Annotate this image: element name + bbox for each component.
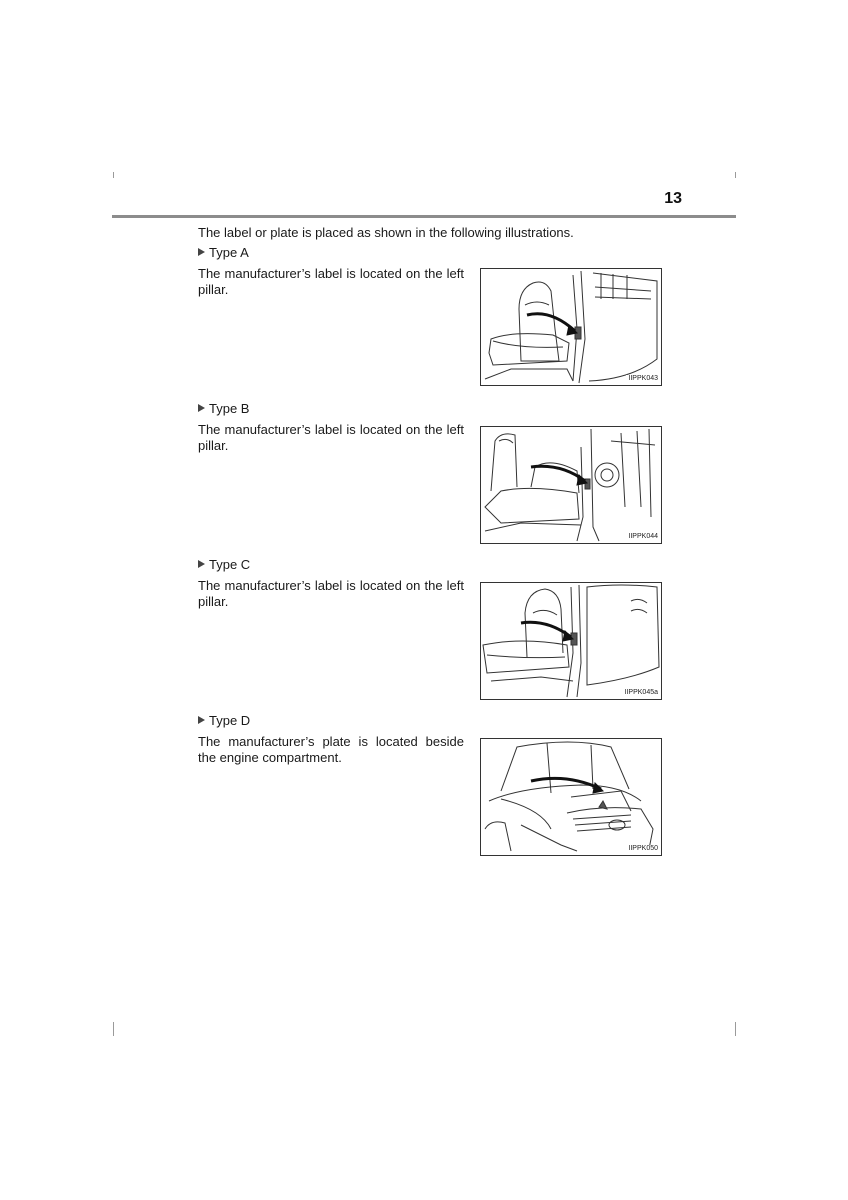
type-b-heading — [198, 401, 249, 417]
type-a-figure-code: IIPPK043 — [628, 375, 658, 382]
crop-mark-bottom-right — [735, 1022, 736, 1036]
crop-mark-top-left — [113, 172, 114, 178]
triangle-bullet-icon — [198, 404, 205, 412]
triangle-bullet-icon — [198, 248, 205, 256]
type-c-heading — [198, 557, 250, 573]
crop-mark-bottom-left — [113, 1022, 114, 1036]
crop-mark-top-right — [735, 172, 736, 178]
type-c-description: The manufacturer’s label is located on the left pillar. — [198, 578, 464, 609]
type-c-label: Type C — [209, 557, 251, 572]
type-b-label: Type B — [209, 401, 250, 416]
triangle-bullet-icon — [198, 716, 205, 724]
seat-door-pillar-illustration-icon — [481, 427, 661, 543]
seat-door-pillar-illustration-icon — [481, 583, 661, 699]
seat-door-pillar-illustration-icon — [481, 269, 661, 385]
type-a-heading — [198, 245, 249, 261]
type-d-heading — [198, 713, 250, 729]
page-number: 13 — [664, 190, 682, 207]
type-c-figure — [480, 582, 662, 700]
type-a-description: The manufacturer’s label is located on the left pillar. — [198, 266, 464, 297]
engine-compartment-illustration-icon — [481, 739, 661, 855]
type-c-figure-code: IIPPK045a — [624, 689, 658, 696]
type-d-label: Type D — [209, 713, 251, 728]
type-d-figure-code: IIPPK050 — [628, 845, 658, 852]
type-b-description: The manufacturer’s label is located on the left pillar. — [198, 422, 464, 453]
type-b-figure — [480, 426, 662, 544]
type-a-figure — [480, 268, 662, 386]
header-rule — [112, 215, 736, 218]
type-d-description: The manufacturer’s plate is located beside the engine compartment. — [198, 734, 464, 765]
type-d-figure — [480, 738, 662, 856]
type-b-figure-code: IIPPK044 — [628, 533, 658, 540]
triangle-bullet-icon — [198, 560, 205, 568]
type-a-label: Type A — [209, 245, 249, 260]
intro-text: The label or plate is placed as shown in the following illustrations. — [198, 225, 574, 240]
